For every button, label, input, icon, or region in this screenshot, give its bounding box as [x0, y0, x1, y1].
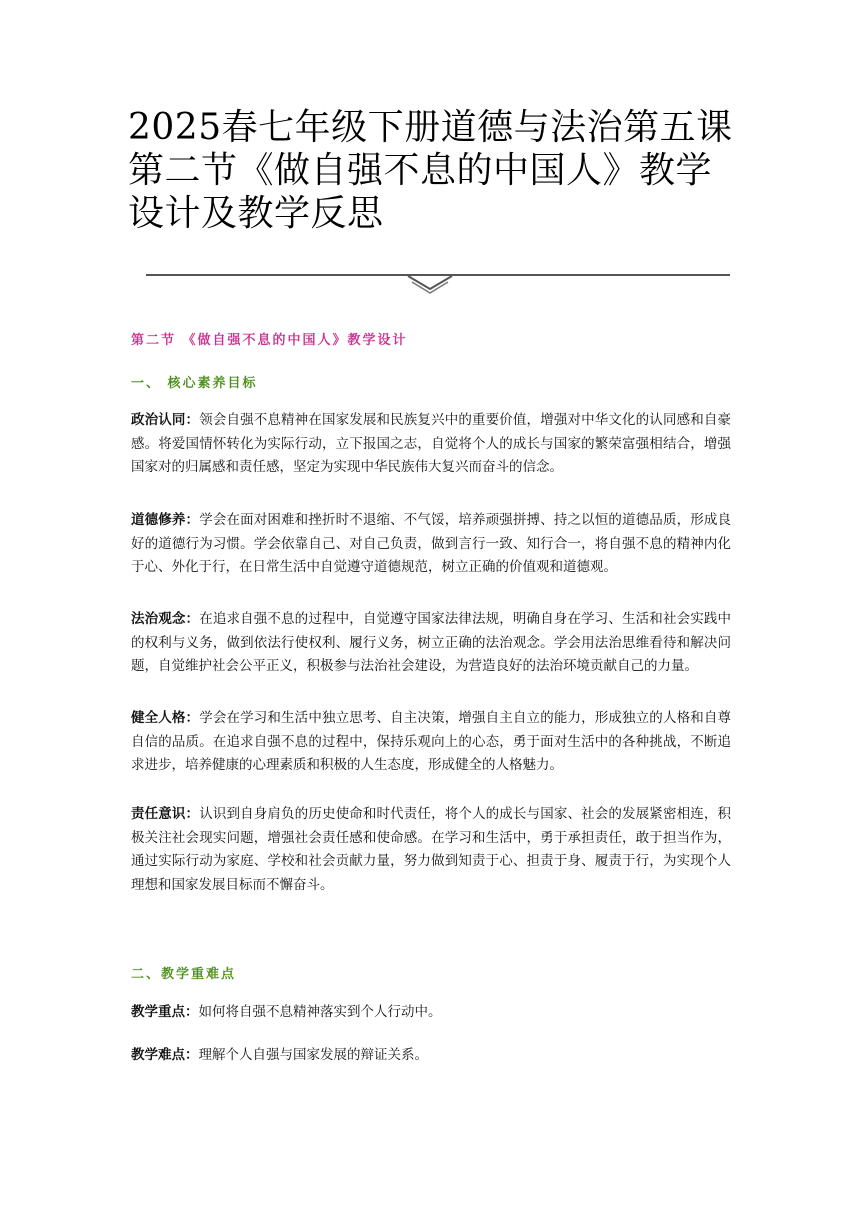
teaching-difficult-point	[131, 1044, 731, 1068]
objective-text: 在追求自强不息的过程中，自觉遵守国家法律法规，明确自身在学习、生活和社会实践中的权利与义务，做到依法行使权利、履行义务，树立正确的法治观念。学会用法治思维看待和解决问题，自觉维护社会公平正义，积极参与法治社会建设，为营造良好的法治环境贡献自己的力量。	[131, 611, 732, 674]
objective-text: 领会自强不息精神在国家发展和民族复兴中的重要价值，增强对中华文化的认同感和自豪感。将爱国情怀转化为实际行动，立下报国之志，自觉将个人的成长与国家的繁荣富强相结合，增强国家对的归属感和责任感，坚定为实现中华民族伟大复兴而奋斗的信念。	[131, 412, 732, 475]
key-point-text: 如何将自强不息精神落实到个人行动中。	[198, 1004, 442, 1020]
objective-label: 道德修养：	[131, 512, 200, 528]
title-divider	[146, 268, 730, 296]
objective-moral-cultivation	[131, 509, 731, 580]
part2-heading: 二、教学重难点	[131, 967, 237, 982]
objective-text: 学会在学习和生活中独立思考、自主决策，增强自主自立的能力，形成独立的人格和自尊自信的品质。在追求自强不息的过程中，保持乐观向上的心态，勇于面对生活中的各种挑战，不断追求进步，培养健康的心理素质和积极的人生态度，形成健全的人格魅力。	[131, 710, 732, 773]
section-heading: 第二节 《做自强不息的中国人》教学设计	[131, 333, 408, 348]
objective-label: 责任意识：	[131, 806, 200, 822]
part1-heading: 一、 核心素养目标	[131, 376, 258, 391]
objective-text: 认识到自身肩负的历史使命和时代责任，将个人的成长与国家、社会的发展紧密相连，积极关注社会现实问题，增强社会责任感和使命感。在学习和生活中，勇于承担责任，敢于担当作为，通过实际行动为家庭、学校和社会贡献力量，努力做到知责于心、担责于身、履责于行，为实现个人理想和国家发展目标而不懈奋斗。	[131, 806, 732, 893]
objective-responsibility	[131, 803, 731, 897]
key-point-label: 教学重点：	[131, 1004, 199, 1020]
teaching-key-point	[131, 1001, 731, 1025]
objective-text: 学会在面对困难和挫折时不退缩、不气馁，培养顽强拼搏、持之以恒的道德品质，形成良好的道德行为习惯。学会依靠自己、对自己负责，做到言行一致、知行合一，将自强不息的精神内化于心、外化于行，在日常生活中自觉遵守道德规范，树立正确的价值观和道德观。	[131, 512, 732, 575]
objective-rule-of-law	[131, 608, 731, 679]
objective-political-identity	[131, 409, 731, 480]
difficult-point-text: 理解个人自强与国家发展的辩证关系。	[198, 1047, 428, 1063]
objective-sound-personality	[131, 707, 731, 778]
objective-label: 法治观念：	[131, 611, 200, 627]
objective-label: 政治认同：	[131, 412, 200, 428]
document-title: 2025春七年级下册道德与法治第五课第二节《做自强不息的中国人》教学设计及教学反思	[128, 107, 733, 234]
objective-label: 健全人格：	[131, 710, 200, 726]
difficult-point-label: 教学难点：	[131, 1047, 199, 1063]
